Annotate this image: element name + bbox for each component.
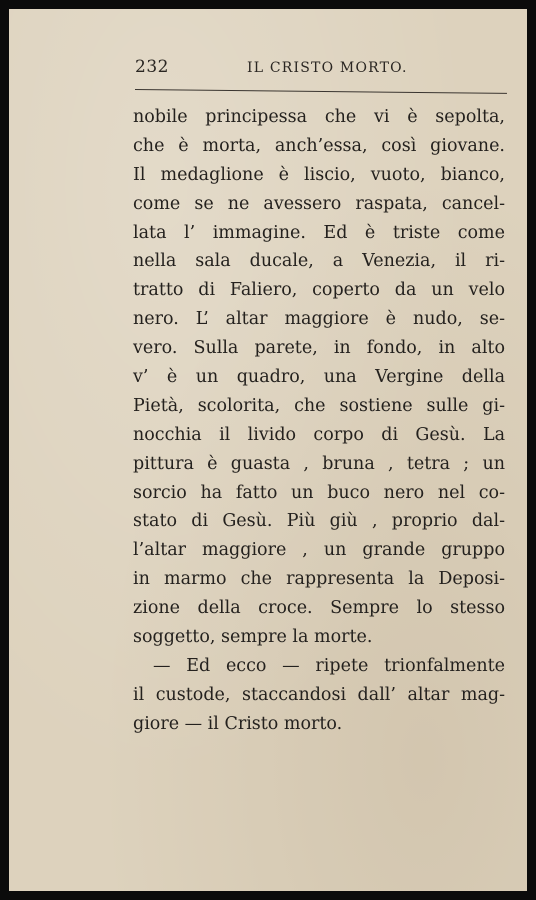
book-page (9, 9, 527, 891)
text-line: pittura è guasta , bruna , tetra ; un (133, 453, 505, 474)
text-line: zione della croce. Sempre lo stesso (133, 598, 505, 619)
text-line: Il medaglione è liscio, vuoto, bianco, (133, 164, 505, 185)
page-header (135, 55, 505, 85)
text-line: vero. Sulla parete, in fondo, in alto (133, 338, 505, 359)
text-line: nella sala ducale, a Venezia, il ri- (133, 251, 505, 272)
text-line: nobile principessa che vi è sepolta, (133, 107, 505, 127)
text-line: nocchia il livido corpo di Gesù. La (133, 424, 505, 445)
running-title: IL CRISTO MORTO. (247, 60, 408, 76)
text-line: nero. L’ altar maggiore è nudo, se- (133, 309, 505, 330)
text-line: il custode, staccandosi dall’ altar mag- (133, 684, 505, 705)
text-line: lata l’ immagine. Ed è triste come (133, 222, 505, 243)
text-line: Pietà, scolorita, che sostiene sulle gi- (133, 395, 505, 416)
body-text (133, 103, 505, 739)
header-rule (135, 89, 507, 94)
text-line: in marmo che rappresenta la Deposi- (133, 569, 505, 590)
text-line: v’ è un quadro, una Vergine della (133, 367, 505, 388)
page-number: 232 (135, 57, 169, 77)
text-line: — Ed ecco — ripete trionfalmente (153, 655, 505, 676)
text-line: stato di Gesù. Più giù , proprio dal- (133, 511, 505, 532)
text-line: che è morta, anch’essa, così giovane. (133, 135, 505, 156)
text-line: tratto di Faliero, coperto da un velo (133, 280, 505, 301)
text-line: come se ne avessero raspata, cancel- (133, 193, 505, 214)
text-line: soggetto, sempre la morte. (133, 627, 373, 648)
text-line: l’altar maggiore , un grande gruppo (133, 540, 505, 561)
text-line: sorcio ha fatto un buco nero nel co- (133, 482, 505, 503)
text-line: giore — il Cristo morto. (133, 713, 343, 734)
